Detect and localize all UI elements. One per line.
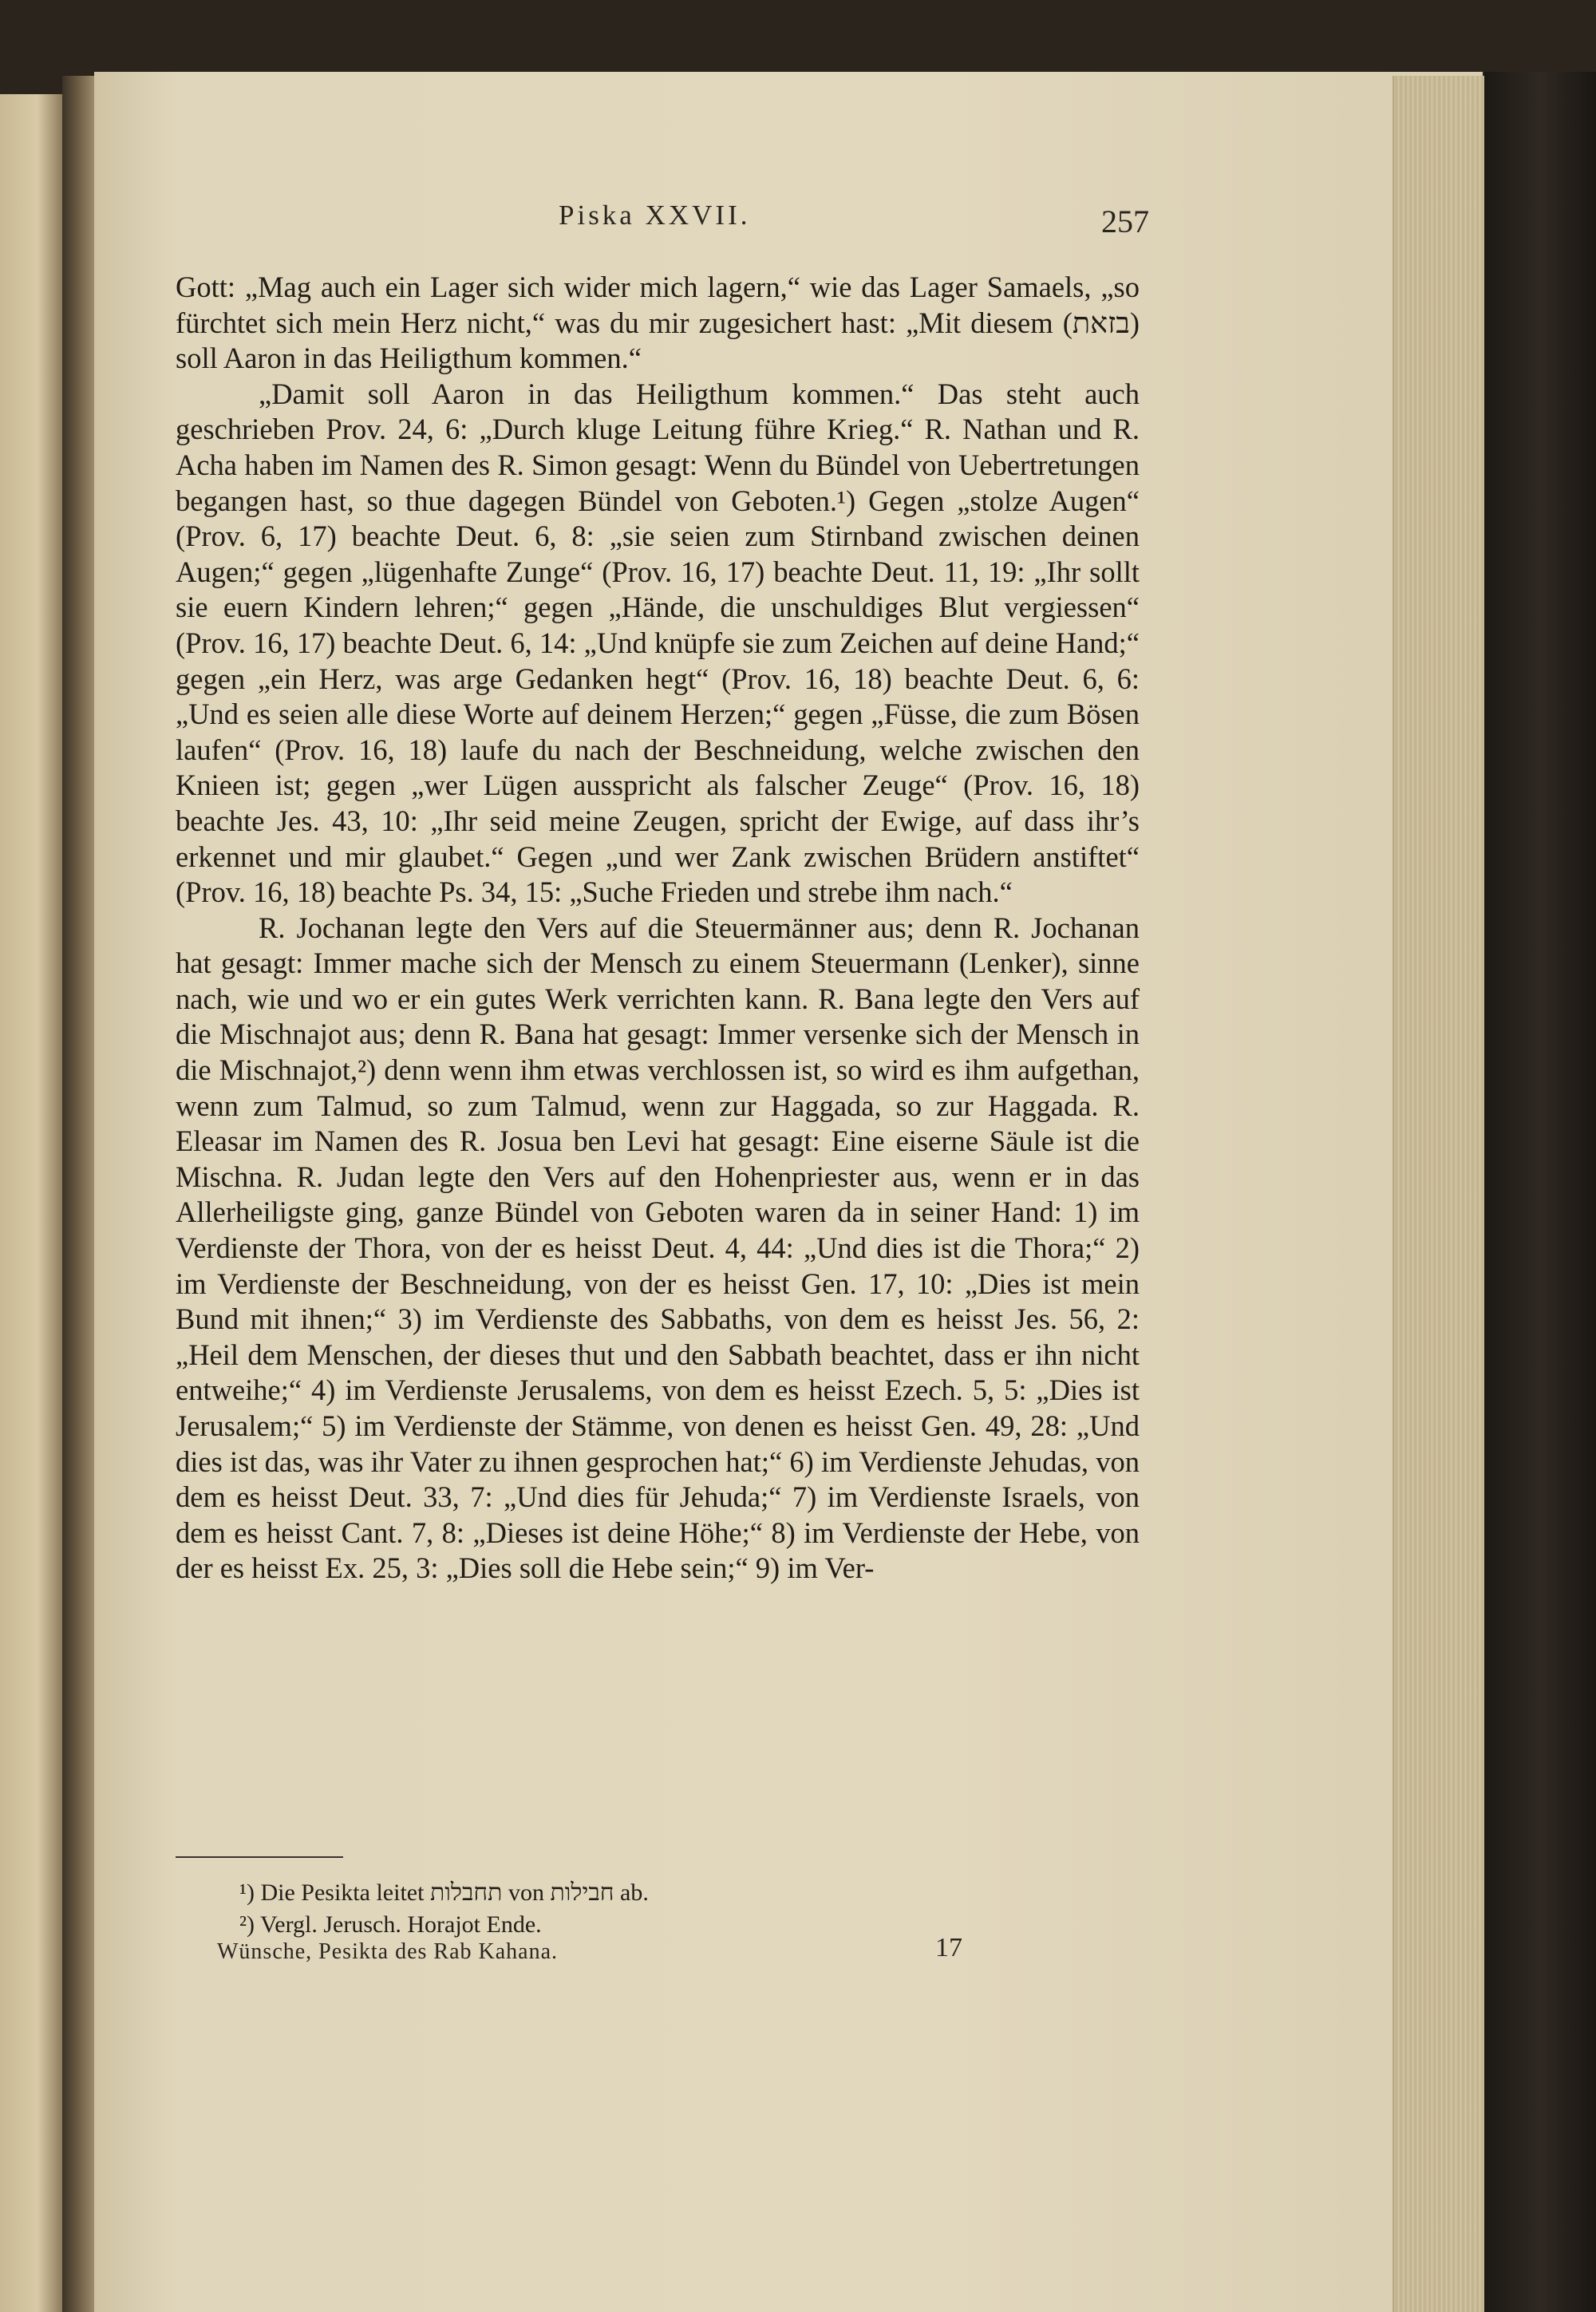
paragraph-2: „Damit soll Aaron in das Heiligthum kommen.“ Das steht auch geschrieben Prov. 24, 6: „Durch kluge Leitung führe Krieg.“ R. Nathan und R. Acha haben im Namen des R. Simon gesagt: Wenn du Bündel von Uebertretungen begangen hast, so thue dagegen Bündel von Geboten.¹) Gegen „stolze Augen“ (Prov. 6, 17) beachte Deut. 6, 8: „sie seien zum Stirnband zwischen deinen Augen;“ gegen „lügenhafte Zunge“ (Prov. 16, 17) beachte Deut. 11, 19: „Ihr sollt sie euern Kindern lehren;“ gegen „Hände, die unschuldiges Blut vergiessen“ (Prov. 16, 17) beachte Deut. 6, 14: „Und knüpfe sie zum Zeichen auf deine Hand;“ gegen „ein Herz, was arge Gedanken hegt“ (Prov. 16, 18) beachte Deut. 6, 6: „Und es seien alle diese Worte auf deinem Herzen;“ gegen „Füsse, die zum Bösen laufen“ (Prov. 16, 18) laufe du nach der Beschneidung, welche zwischen den Knieen ist; gegen „wer Lügen ausspricht als falscher Zeuge“ (Prov. 16, 18) beachte Jes. 43, 10: „Ihr seid meine Zeugen, spricht der Ewige, auf dass ihr’s erkennet und mir glaubet.“ Gegen „und wer Zank zwischen Brüdern anstiftet“ (Prov. 16, 18) beachte Ps. 34, 15: „Suche Frieden und strebe ihm nach.“: [176, 377, 1140, 909]
footnote-2: ²) Vergl. Jerusch. Horajot Ende.: [239, 1911, 542, 1938]
footnotes: [239, 1877, 878, 1941]
book-gutter: [62, 76, 94, 2312]
footnote-rule: [176, 1856, 343, 1858]
page-number: 257: [1101, 204, 1149, 239]
printer-signature: Wünsche, Pesikta des Rab Kahana.: [217, 1939, 558, 1964]
facing-page-edge: [0, 94, 62, 2312]
page-block-edges: [1393, 76, 1486, 2312]
book-cover: [1484, 72, 1596, 2312]
paragraph-3: R. Jochanan legte den Vers auf die Steuermänner aus; denn R. Jochanan hat gesagt: Immer mache sich der Mensch zu einem Steuermann (Lenker), sinne nach, wie und wo er ein gutes Werk verrichten kann. R. Bana legte den Vers auf die Mischnajot aus; denn R. Bana hat gesagt: Immer versenke sich der Mensch in die Mischnajot,²) denn wenn ihm etwas verchlossen ist, so wird es ihm aufgethan, wenn zum Talmud, so zum Talmud, wenn zur Haggada, so zur Haggada. R. Eleasar im Namen des R. Josua ben Levi hat gesagt: Eine eiserne Säule ist die Mischna. R. Judan legte den Vers auf den Hohenpriester aus, wenn er in das Allerheiligste ging, ganze Bündel von Geboten waren da in seiner Hand: 1) im Verdienste der Thora, von der es heisst Deut. 4, 44: „Und dies ist die Thora;“ 2) im Verdienste der Beschneidung, von der es heisst Gen. 17, 10: „Dies ist mein Bund mit ihnen;“ 3) im Verdienste des Sabbaths, von dem es heisst Jes. 56, 2: „Heil dem Menschen, der dieses thut und den Sabbath beachtet, dass er ihn nicht entweihe;“ 4) im Verdienste Jerusalems, von dem es heisst Ezech. 5, 5: „Dies ist Jerusalem;“ 5) im Verdienste der Stämme, von denen es heisst Gen. 49, 28: „Und dies ist das, was ihr Vater zu ihnen gesprochen hat;“ 6) im Verdienste Jehudas, von dem es heisst Deut. 33, 7: „Und dies für Jehuda;“ 7) im Verdienste Israels, von dem es heisst Cant. 7, 8: „Dieses ist deine Höhe;“ 8) im Verdienste der Hebe, von der es heisst Ex. 25, 3: „Dies soll die Hebe sein;“ 9) im Ver-: [176, 911, 1140, 1585]
footnote-1: ¹) Die Pesikta leitet תחבלות von חבילות ab.: [239, 1879, 649, 1906]
running-head: [160, 200, 1149, 239]
signature-number: 17: [935, 1933, 962, 1962]
paragraph-1: Gott: „Mag auch ein Lager sich wider mich lagern,“ wie das Lager Samaels, „so fürchtet sich mein Herz nicht,“ was du mir zugesichert hast: „Mit diesem (בזאת) soll Aaron in das Heiligthum kommen.“: [176, 271, 1140, 375]
running-head-title: Piska XXVII.: [559, 200, 751, 231]
body-text: [176, 270, 1140, 1587]
